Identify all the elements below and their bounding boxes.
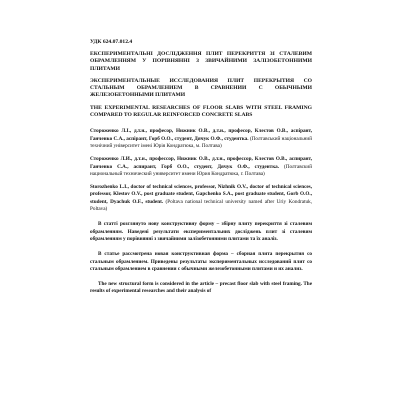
- udc-code: УДК 624.07.012.4: [90, 39, 133, 45]
- authors-ukrainian: [90, 128, 312, 150]
- authors-russian: [90, 156, 312, 178]
- abstract-english: The new structural form is considered in the article – precast floor slab with steel framing. The results of experimental researches and their analysis of: [90, 281, 312, 295]
- author-affiliation: (Полтавский национальный технический университет имени Юрия Кондратюка, г. Полтава): [90, 163, 312, 177]
- abstract-russian: В статье рассмотрена новая конструктивная форма – сборная плита перекрытия со стальным обрамлением. Приведены результаты экспериментальных исследований плит со стальным обрамлением в сравнении с обычными железобетонными плитами и их анализ.: [90, 251, 312, 272]
- title-russian: ЭКСПЕРИМЕНТАЛЬНЫЕ ИССЛЕДОВАНИЯ ПЛИТ ПЕРЕКРЫТИЯ СО СТАЛЬНЫМ ОБРАМЛЕНИЕМ В СРАВНЕНИИ С ОБЫЧНЫМИ ЖЕЛЕЗОБЕТОННЫМИ ПЛИТАМИ: [90, 77, 312, 99]
- author-names: Стороженко Л.И., д.т.н., профессор, Нижник О.В., д.т.н., профессор, Клестов О.В., аспирант, Ганченко С.А., аспирант, Горб О.О., студент, Дячук О.Ф., студентка.: [90, 156, 312, 170]
- author-affiliation: (Poltava national technical university named after Uriy Kondratuk, Poltava): [90, 198, 312, 213]
- title-english: THE EXPERIMENTAL RESEARCHES OF FLOOR SLABS WITH STEEL FRAMING COMPARED TO REGULAR REINFORCED CONCRETE SLABS: [90, 104, 312, 119]
- author-affiliation: (Полтавський національний технічний університет імені Юрія Кондратюка, м. Полтава): [90, 135, 312, 149]
- author-names: Storozhenko L.I., doctor of technical sciences, professor, Nizhnik O.V., doctor of technical sciences, professor, Klestov O.V., post graduate student, Gapchenko S.A., post graduate student, Gorb O.O., student, Dyachuk O.F., student.: [90, 184, 312, 205]
- title-ukrainian: ЕКСПЕРИМЕНТАЛЬНІ ДОСЛІДЖЕННЯ ПЛИТ ПЕРЕКРИТТЯ ЗІ СТАЛЕВИМ ОБРАМЛЕННЯМ У ПОРІВНЯННІ З ЗВИЧАЙНИМИ ЗАЛІЗОБЕТОННИМИ ПЛИТАМИ: [90, 51, 312, 72]
- authors-english: [90, 184, 312, 213]
- author-names: Стороженко Л.І., д.т.н., професор, Нижник О.В., д.т.н., професор, Клестов О.В., аспірант, Ганченко С.А., аспірант, Горб О.О., студент, Дячук О.Ф., студентка.: [90, 128, 312, 142]
- abstract-ukrainian: В статті розглянуто нову конструктивну форму – збірну плиту перекриття зі сталевим обрамленням. Наведені результати експериментальних досліджень плит зі сталевим обрамленням у порівнянні з звичайними залізобетонними плитами та їх аналіз.: [90, 221, 312, 242]
- paper-header: [90, 39, 312, 296]
